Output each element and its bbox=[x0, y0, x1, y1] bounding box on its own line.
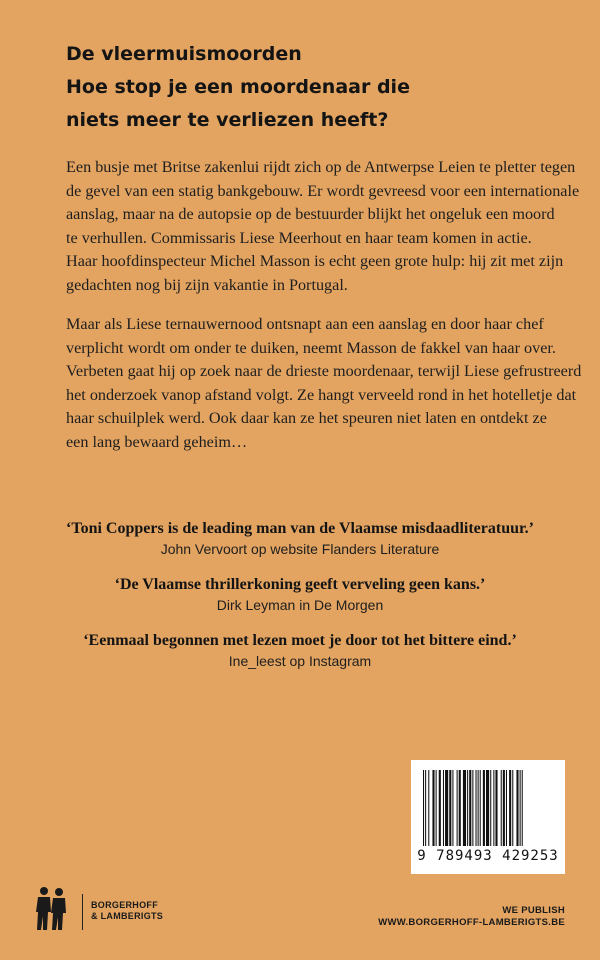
barcode-bar bbox=[506, 770, 507, 846]
barcode-bar bbox=[516, 770, 518, 846]
quote-source: Dirk Leyman in De Morgen bbox=[216, 597, 384, 613]
barcode-bar bbox=[432, 770, 434, 846]
barcode-bar bbox=[469, 770, 471, 846]
barcode-bar bbox=[522, 770, 523, 846]
blurb-line: gedachten nog bij zijn vakantie in Portugal. bbox=[66, 275, 348, 294]
isbn-number: 9 789493 429253 bbox=[417, 848, 559, 864]
blurb-line: de gevel van een statig bankgebouw. Er wordt gevreesd voor een internationale bbox=[66, 181, 580, 200]
barcode-bar bbox=[423, 770, 424, 846]
barcode-bar bbox=[512, 770, 513, 846]
barcode-bar bbox=[463, 770, 466, 846]
publisher-name-line-1: BORGERHOFF bbox=[91, 900, 158, 910]
barcode-bar bbox=[436, 770, 437, 846]
isbn-barcode bbox=[411, 760, 565, 874]
barcode-bar bbox=[493, 770, 494, 846]
quote-text: ‘Toni Coppers is de leading man van de Vlaamse misdaadliteratuur.’ bbox=[66, 520, 534, 537]
barcode-bar bbox=[520, 770, 521, 846]
barcode-icon bbox=[421, 770, 555, 848]
tagline-line-1: Hoe stop je een moordenaar die bbox=[66, 76, 410, 98]
barcode-bar bbox=[457, 770, 458, 846]
publisher-website: WWW.BORGERHOFF-LAMBERIGTS.BE bbox=[378, 917, 565, 928]
barcode-bar bbox=[449, 770, 451, 846]
logo-divider bbox=[82, 894, 83, 930]
review-quotes bbox=[0, 518, 600, 686]
barcode-bar bbox=[472, 770, 473, 846]
publisher-tagline: WE PUBLISH bbox=[502, 905, 565, 916]
blurb-line: te verhullen. Commissaris Liese Meerhout en haar team komen in actie. bbox=[66, 228, 532, 247]
barcode-bar bbox=[480, 770, 481, 846]
barcode-bar bbox=[439, 770, 441, 846]
barcode-bar bbox=[428, 770, 429, 846]
blurb-line: Maar als Liese ternauwernood ontsnapt aan een aanslag en door haar chef bbox=[66, 315, 544, 333]
blurb-line: Verbeten gaat hij op zoek naar de drieste moordenaar, terwijl Liese gefrustreerd bbox=[66, 362, 582, 381]
quote-text: ‘De Vlaamse thrillerkoning geeft verveling geen kans.’ bbox=[114, 576, 486, 593]
quote-source: John Vervoort op website Flanders Literature bbox=[160, 541, 440, 557]
book-title: De vleermuismoorden bbox=[66, 43, 302, 65]
blurb-line: Een busje met Britse zakenlui rijdt zich op de Antwerpse Leien te pletter tegen bbox=[66, 158, 576, 176]
quote-text: ‘Eenmaal begonnen met lezen moet je door tot het bittere eind.’ bbox=[83, 632, 517, 649]
tagline-line-2: niets meer te verliezen heeft? bbox=[66, 109, 389, 131]
quote-source: Ine_leest op Instagram bbox=[228, 653, 372, 669]
blurb-line: het onderzoek vanop afstand volgt. Ze hangt verveeld rond in het hotelletje dat bbox=[66, 385, 577, 404]
publisher-name bbox=[91, 900, 163, 922]
blurb-line: aanslag, maar na de autopsie op de bestuurder blijkt het ongeluk een moord bbox=[66, 205, 555, 224]
blurb-line: Haar hoofdinspecteur Michel Masson is echt geen grote hulp: hij zit met zijn bbox=[66, 252, 564, 271]
barcode-bar bbox=[495, 770, 497, 846]
review-quote-3 bbox=[0, 630, 600, 671]
barcode-bar bbox=[443, 770, 444, 846]
barcode-bar bbox=[478, 770, 479, 846]
blurb-paragraph-1 bbox=[66, 156, 580, 298]
review-quote-1 bbox=[0, 518, 600, 559]
blurb-paragraph-2 bbox=[66, 313, 582, 455]
publisher-name-line-2: & LAMBERIGTS bbox=[91, 911, 164, 921]
review-quote-2 bbox=[0, 574, 600, 615]
barcode-bar bbox=[503, 770, 505, 846]
barcode-bar bbox=[452, 770, 453, 846]
barcode-bar bbox=[425, 770, 426, 846]
blurb-line: een lang bewaard geheim… bbox=[66, 432, 248, 451]
barcode-bar bbox=[459, 770, 461, 846]
blurb-line: haar schuilplek werd. Ook daar kan ze het speuren niet laten en ontdekt ze bbox=[66, 409, 547, 428]
barcode-bar bbox=[509, 770, 511, 846]
barcode-bar bbox=[476, 770, 477, 846]
publisher-logo-icon bbox=[26, 886, 76, 932]
headline bbox=[66, 38, 546, 137]
barcode-bar bbox=[486, 770, 489, 846]
barcode-bar bbox=[467, 770, 468, 846]
barcode-bar bbox=[490, 770, 491, 846]
barcode-bar bbox=[483, 770, 485, 846]
blurb-line: verplicht wordt om onder te duiken, neemt Masson de fakkel van haar over. bbox=[66, 338, 556, 357]
publisher-website-block bbox=[378, 905, 565, 929]
barcode-bar bbox=[501, 770, 502, 846]
barcode-bar bbox=[445, 770, 448, 846]
